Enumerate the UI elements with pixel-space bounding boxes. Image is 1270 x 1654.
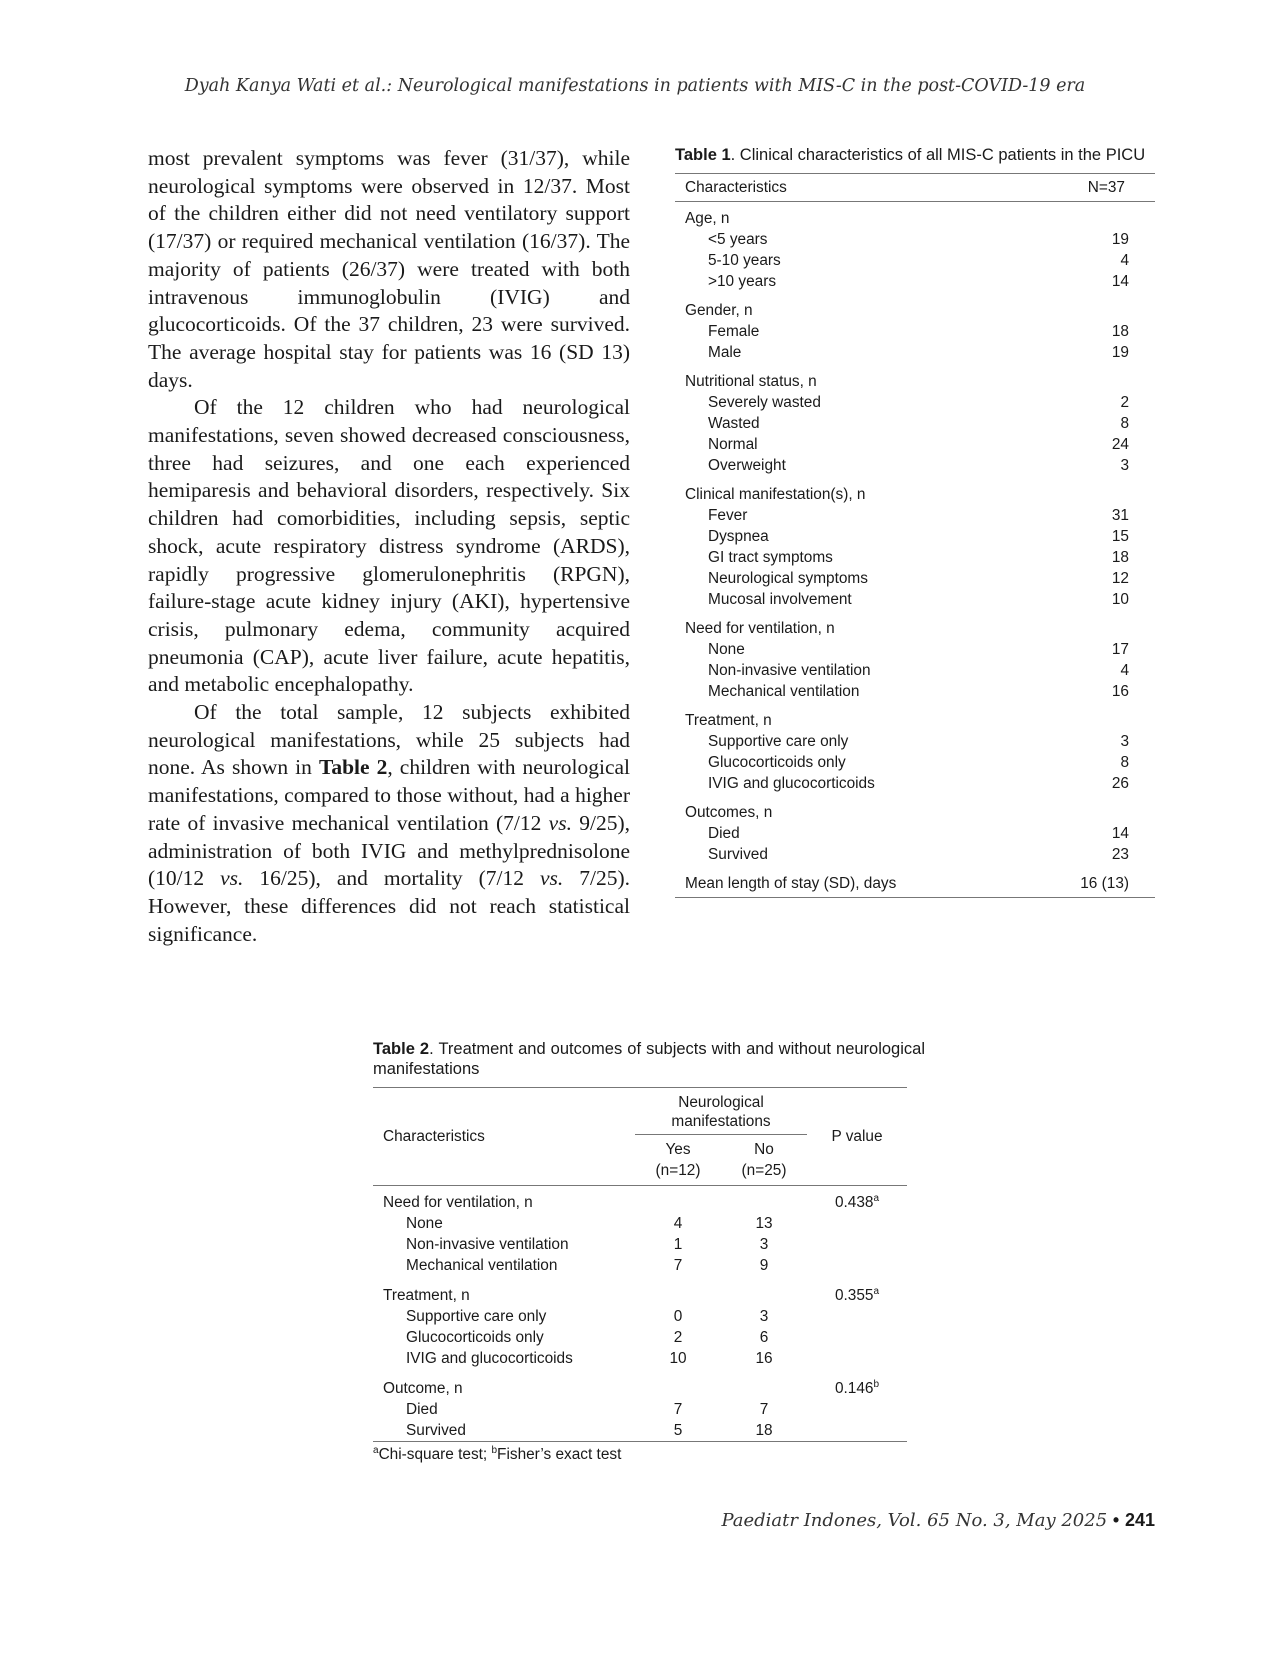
table-group-row [373,1276,907,1306]
table-group-row [373,1186,907,1214]
table-row [675,455,1155,476]
column-header-p-value: P value [807,1088,907,1186]
table-2-caption-label: Table 2 [373,1040,430,1058]
yes-value: 4 [673,1215,683,1232]
row-value: 19 [1111,344,1129,361]
no-value: 6 [759,1329,769,1346]
table-row [675,271,1155,292]
table-row [675,434,1155,455]
journal-citation: Paediatr Indones, Vol. 65 No. 3, May 2025 [721,1510,1108,1531]
group-value-empty [1026,363,1155,392]
row-value: 16 (13) [1080,875,1129,892]
group-label: Nutritional status, n [685,373,817,390]
table-row [675,342,1155,363]
table-2 [373,1039,925,1464]
table-2-grid [373,1087,907,1442]
table-row [373,1348,907,1369]
row-label: Overweight [708,457,786,474]
row-label: Mucosal involvement [708,591,852,608]
group-label: Age, n [685,210,730,227]
row-value: 4 [1120,252,1129,269]
group-label: Gender, n [685,302,753,319]
table-row [675,229,1155,250]
row-value: 18 [1111,549,1129,566]
row-label: Died [406,1401,438,1418]
table-1 [675,145,1155,898]
row-label: Fever [708,507,748,524]
group-label: Clinical manifestation(s), n [685,486,866,503]
p-value: 0.438 [834,1194,874,1211]
footnote-a-text: Chi-square test; [378,1446,492,1463]
no-value: 3 [759,1308,769,1325]
yes-value: 1 [673,1236,683,1253]
p-empty [807,1234,907,1255]
group-value-empty [1026,292,1155,321]
table-row-mean-stay [675,865,1155,898]
table-row [675,752,1155,773]
row-label: None [708,641,745,658]
row-value: 19 [1111,231,1129,248]
table-row [675,589,1155,610]
table-2-caption-text: . Treatment and outcomes of subjects with and without neurological manifestations [373,1040,925,1078]
table-group-row [675,363,1155,392]
row-label: Severely wasted [708,394,821,411]
table-row [675,250,1155,271]
table-row [675,731,1155,752]
p-empty [807,1255,907,1276]
column-header-n: N=37 [1026,174,1155,202]
group-value-empty [1026,476,1155,505]
row-value: 2 [1120,394,1129,411]
row-label: Non-invasive ventilation [406,1236,569,1253]
no-value: 7 [759,1401,769,1418]
p-value: 0.355 [834,1287,874,1304]
row-label: Survived [406,1422,466,1439]
p-empty [807,1420,907,1442]
table-row [675,844,1155,865]
table-1-caption [675,145,1155,165]
p-empty [807,1327,907,1348]
paragraph-3-text: , children with neurological manifestations, compared to those without, had a higher rate of invasive mechanical ventilation (7/12 [148,755,631,835]
group-value-empty [1026,202,1155,230]
table-row [675,660,1155,681]
table-1-body [675,202,1155,898]
row-label: IVIG and glucocorticoids [708,775,875,792]
row-label: Neurological symptoms [708,570,868,587]
row-value: 24 [1111,436,1129,453]
p-value-mark: a [873,1285,880,1297]
table-row [675,773,1155,794]
row-label: <5 years [708,231,768,248]
row-value: 4 [1120,662,1129,679]
row-value: 3 [1120,733,1129,750]
no-value: 13 [755,1215,773,1232]
row-value: 10 [1111,591,1129,608]
row-value: 8 [1120,754,1129,771]
table-row [675,547,1155,568]
paragraph-3-text: 9/25), administration of both IVIG and methylprednisolone (10/12 [148,810,631,891]
row-label: Male [708,344,742,361]
table-row [675,526,1155,547]
neuro-header-line2: manifestations [671,1113,771,1130]
p-value-cell [807,1369,907,1399]
row-label: Normal [708,436,758,453]
table-1-grid [675,173,1155,898]
row-value: 18 [1111,323,1129,340]
table-row [675,392,1155,413]
table-row [373,1306,907,1327]
group-cell-empty [721,1276,807,1306]
p-empty [807,1399,907,1420]
table-group-row [675,476,1155,505]
group-cell-empty [721,1369,807,1399]
paragraph-3-text: Of the total sample, 12 subjects exhibited neurological manifestations, while 25 subjects had none. As shown in [148,700,630,780]
bullet-separator: • [1112,1510,1120,1530]
p-value-mark: b [873,1378,880,1390]
row-value: 12 [1111,570,1129,587]
table-row [373,1255,907,1276]
page-number: 241 [1124,1510,1155,1530]
table-2-footnote [373,1446,907,1464]
paragraph-3-text: 16/25), and mortality (7/12 [243,866,540,891]
row-label: Mechanical ventilation [406,1257,558,1274]
column-header-neurological-manifestations [635,1088,807,1135]
paragraph-1: most prevalent symptoms was fever (31/37), while neurological symptoms were observed in 12/37. Most of the children either did not need ventilatory support (17/37) or required mechanical ventilation (16/37). The majority of patients (26/37) were treated with both intravenous immunoglobulin (IVIG) and glucocorticoids. Of the 37 children, 23 were survived. The average hospital stay for patients was 16 (SD 13) days. [148,146,630,392]
no-value: 18 [755,1422,773,1439]
group-label: Outcomes, n [685,804,773,821]
row-label: >10 years [708,273,777,290]
row-value: 14 [1111,825,1129,842]
paragraph-3 [148,699,630,948]
group-cell-empty [635,1276,721,1306]
row-label: Glucocorticoids only [406,1329,544,1346]
group-value-empty [1026,794,1155,823]
group-label: Need for ventilation, n [383,1194,533,1211]
yes-value: 7 [673,1401,683,1418]
p-value: 0.146 [834,1380,874,1397]
p-value-cell [807,1186,907,1214]
table-2-caption [373,1039,925,1079]
table-group-row [675,202,1155,230]
yes-label: Yes [665,1141,691,1158]
p-value-cell [807,1276,907,1306]
row-label: IVIG and glucocorticoids [406,1350,573,1367]
table-row [675,321,1155,342]
footnote-mark-b: b [491,1444,498,1456]
table-row [675,568,1155,589]
row-value: 31 [1111,507,1129,524]
group-value-empty [1026,610,1155,639]
table-row [675,639,1155,660]
yes-value: 0 [673,1308,683,1325]
yes-value: 10 [669,1350,687,1367]
row-label: Female [708,323,760,340]
row-value: 14 [1111,273,1129,290]
row-label: None [406,1215,443,1232]
running-head: Dyah Kanya Wati et al.: Neurological manifestations in patients with MIS-C in the post-COVID-19 era [184,76,1086,96]
group-label: Need for ventilation, n [685,620,835,637]
column-header-characteristics: Characteristics [675,174,1026,202]
row-value: 8 [1120,415,1129,432]
vs-abbrev: vs. [548,810,572,835]
group-cell-empty [721,1186,807,1214]
row-label: Dyspnea [708,528,769,545]
row-label: Survived [708,846,768,863]
no-label: No [754,1141,774,1158]
table-group-row [373,1369,907,1399]
yes-value: 5 [673,1422,683,1439]
no-n-label: (n=25) [741,1162,787,1179]
footnote-b-text: Fisher’s exact test [497,1446,622,1463]
paragraph-2: Of the 12 children who had neurological manifestations, seven showed decreased consciousness, three had seizures, and one each experienced hemiparesis and behavioral disorders, respectively. Six children had comorbidities, including sepsis, septic shock, acute respiratory distress syndrome (ARDS), rapidly progressive glomerulonephritis (RPGN), failure-stage acute kidney injury (AKI), hypertensive crisis, pulmonary edema, community acquired pneumonia (CAP), acute liver failure, acute hepatitis, and metabolic encephalopathy. [148,395,630,697]
table-row [675,505,1155,526]
row-label: Glucocorticoids only [708,754,846,771]
p-empty [807,1213,907,1234]
table-2-reference: Table 2 [318,755,388,780]
table-row [675,823,1155,844]
row-value: 23 [1111,846,1129,863]
row-value: 15 [1111,528,1129,545]
row-label: Non-invasive ventilation [708,662,871,679]
group-label: Treatment, n [383,1287,470,1304]
row-label: Supportive care only [406,1308,547,1325]
table-row [373,1327,907,1348]
table-group-row [675,610,1155,639]
neuro-header-line1: Neurological [678,1094,764,1111]
table-row [373,1234,907,1255]
no-value: 9 [759,1257,769,1274]
column-header-characteristics: Characteristics [373,1088,635,1186]
table-row [373,1420,907,1442]
table-row [675,413,1155,434]
yes-n-label: (n=12) [655,1162,701,1179]
row-value: 26 [1111,775,1129,792]
table-row [373,1213,907,1234]
p-empty [807,1348,907,1369]
group-label: Treatment, n [685,712,772,729]
yes-value: 2 [673,1329,683,1346]
row-label: Died [708,825,740,842]
table-row [373,1399,907,1420]
row-label: Mean length of stay (SD), days [685,875,897,892]
table-2-body [373,1186,907,1442]
paragraph-3-text: 7/25). However, these differences did not reach statistical significance. [148,866,631,946]
page-footer [721,1510,1155,1531]
no-value: 3 [759,1236,769,1253]
table-1-caption-text: . Clinical characteristics of all MIS-C patients in the PICU [730,146,1146,164]
group-label: Outcome, n [383,1380,463,1397]
row-label: Wasted [708,415,760,432]
footnote-mark-a: a [373,1444,379,1456]
table-row [675,681,1155,702]
group-value-empty [1026,702,1155,731]
no-value: 16 [755,1350,773,1367]
row-label: Mechanical ventilation [708,683,860,700]
row-label: Supportive care only [708,733,849,750]
row-value: 16 [1111,683,1129,700]
table-group-row [675,702,1155,731]
group-cell-empty [635,1186,721,1214]
table-group-row [675,292,1155,321]
table-1-caption-label: Table 1 [675,146,731,164]
vs-abbrev: vs. [539,866,564,891]
group-cell-empty [635,1369,721,1399]
row-label: GI tract symptoms [708,549,833,566]
column-header-yes [635,1135,721,1186]
column-header-no [721,1135,807,1186]
p-empty [807,1306,907,1327]
table-group-row [675,794,1155,823]
row-value: 3 [1120,457,1129,474]
yes-value: 7 [673,1257,683,1274]
vs-abbrev: vs. [220,866,244,891]
row-label: 5-10 years [708,252,781,269]
body-text-column [148,145,630,948]
row-value: 17 [1111,641,1129,658]
p-value-mark: a [873,1192,880,1204]
